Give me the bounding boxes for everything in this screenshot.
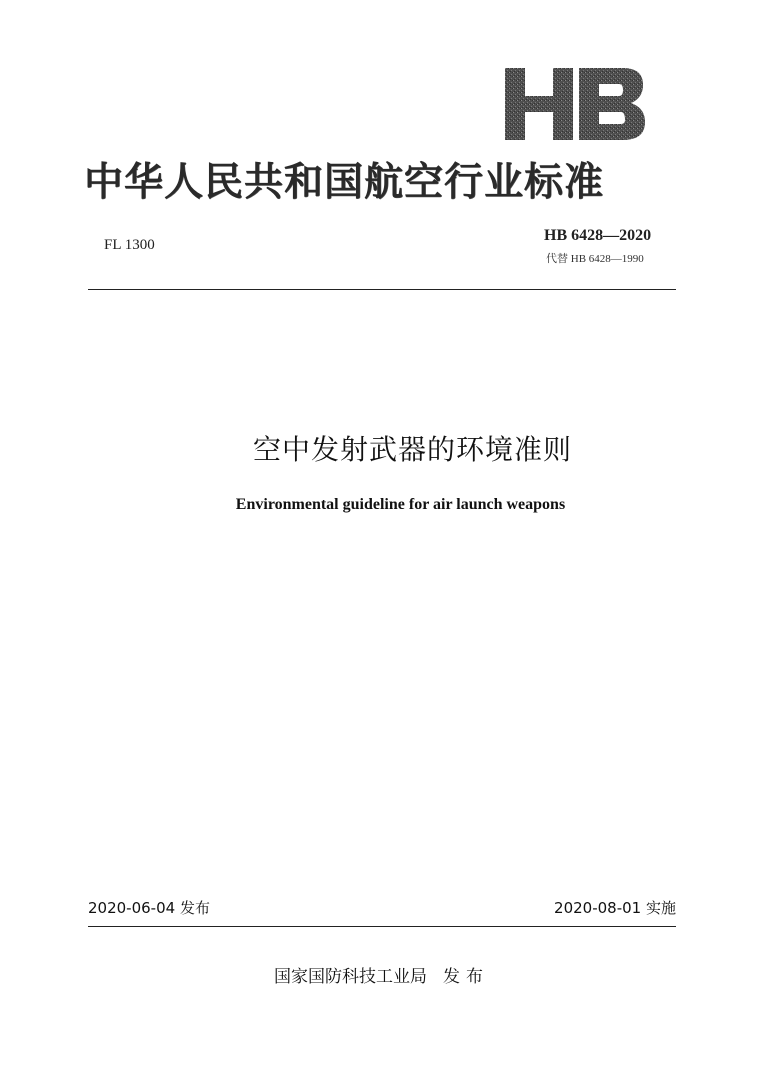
publisher-name: 国家国防科技工业局 [274,967,427,987]
publisher-line [0,962,765,987]
hb-logo-mark [505,68,645,140]
replaces-standard: 代替 HB 6428—1990 [546,253,644,265]
standard-number: HB 6428—2020 [544,227,652,244]
hb-logo [505,68,645,140]
bottom-divider [88,926,676,927]
standard-category-title: 中华人民共和国航空行业标准 [84,160,605,205]
issue-date: 2020-06-04 发布 [88,899,210,917]
document-title-zh: 空中发射武器的环境准则 [252,433,572,466]
publish-action: 发布 [443,967,489,987]
ccs-code: FL 1300 [104,237,155,253]
document-title-en: Environmental guideline for air launch weapons [235,496,566,513]
top-divider [88,289,676,290]
implementation-date: 2020-08-01 实施 [554,899,676,917]
